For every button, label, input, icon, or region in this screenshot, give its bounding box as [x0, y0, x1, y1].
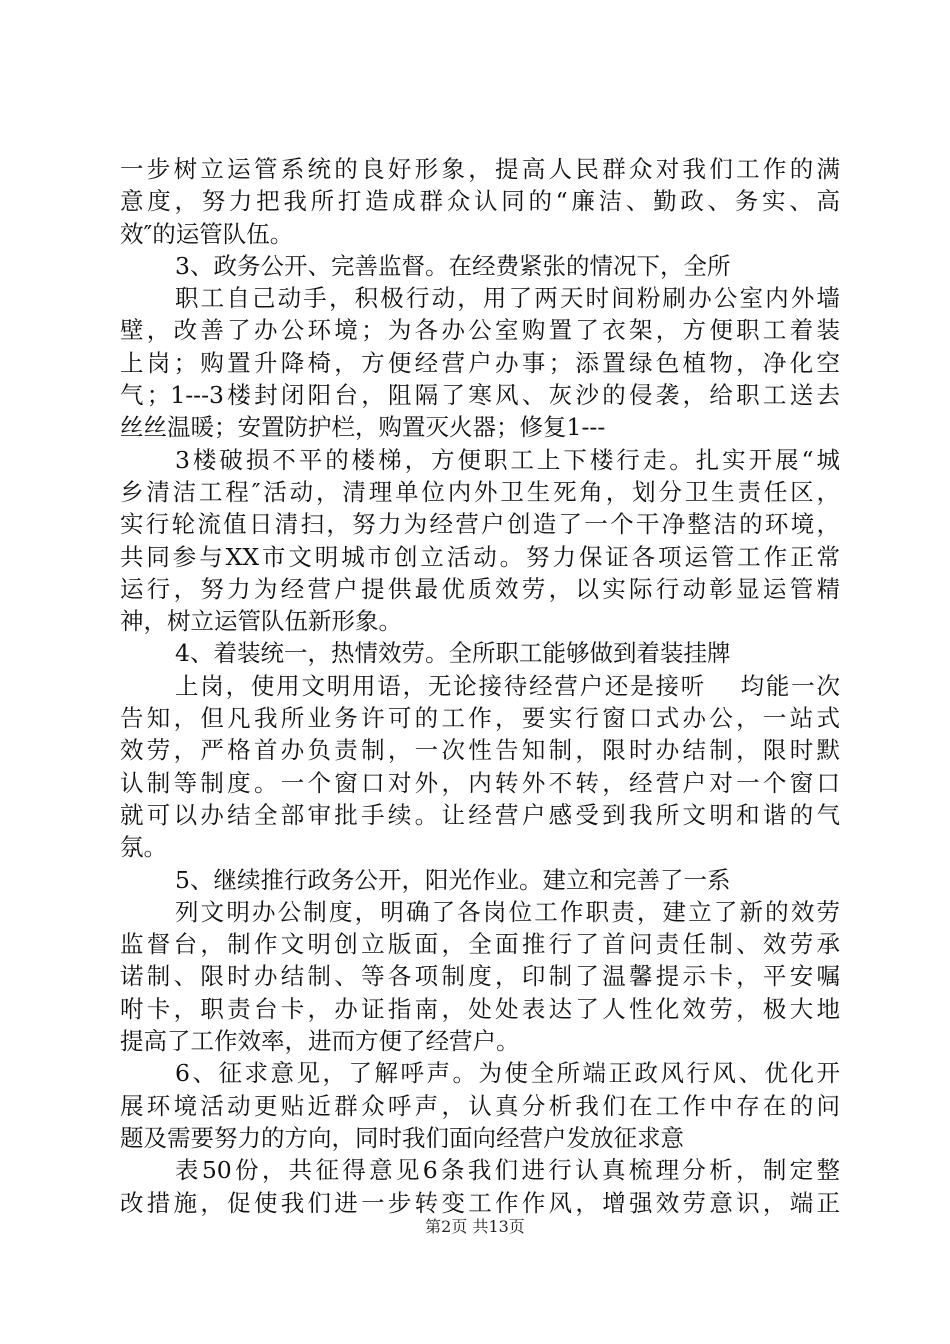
text-line: 改措施，促使我们进一步转变工作作风，增强效劳意识，端正: [120, 1188, 840, 1217]
text-line: 实行轮流值日清扫，努力为经营户创造了一个干净整洁的环境，: [120, 510, 840, 539]
text-line: 5、继续推行政务公开，阳光作业。建立和完善了一系: [175, 865, 731, 894]
page-footer: 第2页 共13页: [425, 1217, 525, 1236]
text-line: 就可以办结全部审批手续。让经营户感受到我所文明和谐的气: [120, 800, 840, 829]
text-line: 咐卡，职责台卡，办证指南，处处表达了人性化效劳，极大地: [120, 994, 840, 1023]
text-line: 认制等制度。一个窗口对外，内转外不转，经营户对一个窗口: [120, 768, 840, 797]
text-line: 运行，努力为经营户提供最优质效劳，以实际行动彰显运管精: [120, 574, 840, 603]
text-line: 效劳，严格首办负责制，一次性告知制，限时办结制，限时默: [120, 736, 840, 765]
text-line: 气；1---3楼封闭阳台，阻隔了寒风、灰沙的侵袭，给职工送去: [120, 381, 840, 410]
text-line: 表50份，共征得意见6条我们进行认真梳理分析，制定整: [175, 1156, 840, 1185]
text-line: 一步树立运管系统的良好形象，提高人民群众对我们工作的满: [120, 155, 840, 183]
text-line: 共同参与XX市文明城市创立活动。努力保证各项运管工作正常: [120, 542, 840, 571]
document-body: [120, 153, 840, 1219]
text-line: 4、着装统一，热情效劳。全所职工能够做到着装挂牌: [175, 639, 731, 668]
text-line: 效″的运管队伍。: [120, 219, 294, 248]
text-line: 意度，努力把我所打造成群众认同的“廉洁、勤政、务实、高: [120, 187, 840, 216]
text-line: 展环境活动更贴近群众呼声，认真分析我们在工作中存在的问: [120, 1091, 840, 1120]
text-line: 诺制、限时办结制、等各项制度，印制了温馨提示卡，平安嘱: [120, 962, 840, 991]
text-line: 上岗，使用文明用语，无论接待经营户还是接听 均能一次: [175, 671, 840, 700]
text-line: 3、政务公开、完善监督。在经费紧张的情况下，全所: [175, 251, 731, 280]
text-line: 丝丝温暖；安置防护栏，购置灭火器；修复1---: [120, 413, 606, 442]
text-line: 列文明办公制度，明确了各岗位工作职责，建立了新的效劳: [175, 897, 840, 926]
text-line: 乡清洁工程″活动，清理单位内外卫生死角，划分卫生责任区，: [120, 477, 840, 506]
text-line: 提高了工作效率，进而方便了经营户。: [120, 1027, 520, 1056]
text-line: 上岗；购置升降椅，方便经营户办事；添置绿色植物，净化空: [120, 348, 840, 377]
text-line: 壁，改善了办公环境；为各办公室购置了衣架，方便职工着装: [120, 316, 840, 345]
text-line: 题及需要努力的方向，同时我们面向经营户发放征求意: [120, 1123, 684, 1152]
text-line: 3楼破损不平的楼梯，方便职工上下楼行走。扎实开展“城: [175, 445, 840, 474]
text-line: 氛。: [120, 833, 167, 862]
text-line: 职工自己动手，积极行动，用了两天时间粉刷办公室内外墙: [175, 284, 840, 313]
text-line: 6、征求意见，了解呼声。为使全所端正政风行风、优化开: [175, 1059, 840, 1088]
text-line: 监督台，制作文明创立版面，全面推行了首问责任制、效劳承: [120, 930, 840, 959]
text-line: 神，树立运管队伍新形象。: [120, 607, 402, 636]
text-line: 告知，但凡我所业务许可的工作，要实行窗口式办公，一站式: [120, 704, 840, 733]
